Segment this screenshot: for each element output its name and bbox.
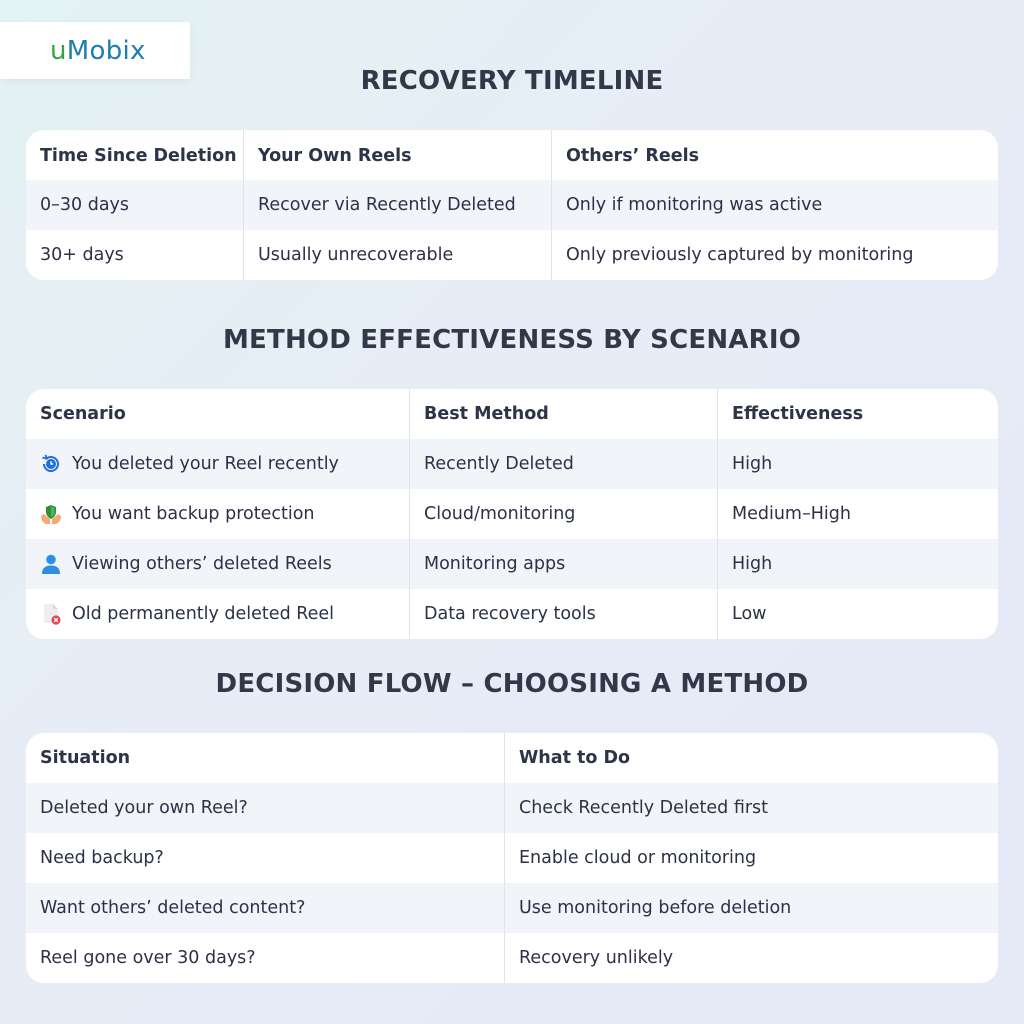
table-cell: Cloud/monitoring xyxy=(410,489,718,539)
table-cell: 30+ days xyxy=(26,230,244,280)
table-cell: 0–30 days xyxy=(26,180,244,230)
table-row xyxy=(26,439,998,489)
table-cell-text: You want backup protection xyxy=(72,504,315,524)
table-cell: Low xyxy=(732,604,767,624)
table-cell: Check Recently Deleted first xyxy=(519,798,769,818)
table-cell xyxy=(26,489,410,539)
table-cell: Deleted your own Reel? xyxy=(26,783,505,833)
table-row xyxy=(26,180,998,230)
table-row xyxy=(26,489,998,539)
method-effectiveness-table xyxy=(26,389,998,639)
table-cell: Need backup? xyxy=(26,833,505,883)
table-header-row xyxy=(26,130,998,180)
recovery-timeline-title: RECOVERY TIMELINE xyxy=(360,66,664,96)
table-row xyxy=(26,589,998,639)
decision-flow-table xyxy=(26,733,998,983)
table-row xyxy=(26,539,998,589)
table-cell-text: Viewing others’ deleted Reels xyxy=(72,554,332,574)
table-cell xyxy=(26,439,410,489)
logo-u: u xyxy=(50,35,67,66)
header-your-own-reels: Your Own Reels xyxy=(244,130,552,182)
table-cell: Monitoring apps xyxy=(410,539,718,589)
table-cell-text: Old permanently deleted Reel xyxy=(72,604,335,624)
header-time-since-deletion: Time Since Deletion xyxy=(26,130,244,182)
table-cell-text: You deleted your Reel recently xyxy=(72,454,339,474)
header-what-to-do: What to Do xyxy=(519,748,631,768)
table-cell: Recovery unlikely xyxy=(519,948,674,968)
recovery-timeline-table xyxy=(26,130,998,280)
table-cell: Reel gone over 30 days? xyxy=(26,933,505,983)
table-cell: Recover via Recently Deleted xyxy=(244,180,552,230)
table-cell: Recently Deleted xyxy=(410,439,718,489)
table-cell: Enable cloud or monitoring xyxy=(519,848,757,868)
table-cell: Data recovery tools xyxy=(410,589,718,639)
history-clock-icon xyxy=(40,453,62,475)
logo-rest: Mobix xyxy=(66,35,146,66)
table-cell: Usually unrecoverable xyxy=(244,230,552,280)
header-best-method: Best Method xyxy=(410,389,718,439)
table-cell: Only if monitoring was active xyxy=(566,195,823,215)
decision-flow-title: DECISION FLOW – CHOOSING A METHOD xyxy=(215,669,809,699)
header-scenario: Scenario xyxy=(26,389,410,439)
table-cell xyxy=(26,589,410,639)
table-cell: High xyxy=(732,454,773,474)
user-icon xyxy=(40,553,62,575)
table-cell: Medium–High xyxy=(732,504,851,524)
table-cell xyxy=(26,539,410,589)
table-header-row xyxy=(26,389,998,439)
header-situation: Situation xyxy=(26,733,505,783)
method-effectiveness-title: METHOD EFFECTIVENESS BY SCENARIO xyxy=(222,325,802,355)
table-header-row xyxy=(26,733,998,783)
table-cell: High xyxy=(732,554,773,574)
table-row xyxy=(26,833,998,883)
table-cell: Want others’ deleted content? xyxy=(26,883,505,933)
table-row xyxy=(26,230,998,280)
table-cell: Use monitoring before deletion xyxy=(519,898,792,918)
header-effectiveness: Effectiveness xyxy=(732,404,864,424)
shield-hands-icon xyxy=(40,503,62,525)
file-error-icon xyxy=(40,603,62,625)
table-row xyxy=(26,783,998,833)
table-cell: Only previously captured by monitoring xyxy=(566,245,914,265)
header-others-reels: Others’ Reels xyxy=(566,146,699,166)
table-row xyxy=(26,883,998,933)
table-row xyxy=(26,933,998,983)
